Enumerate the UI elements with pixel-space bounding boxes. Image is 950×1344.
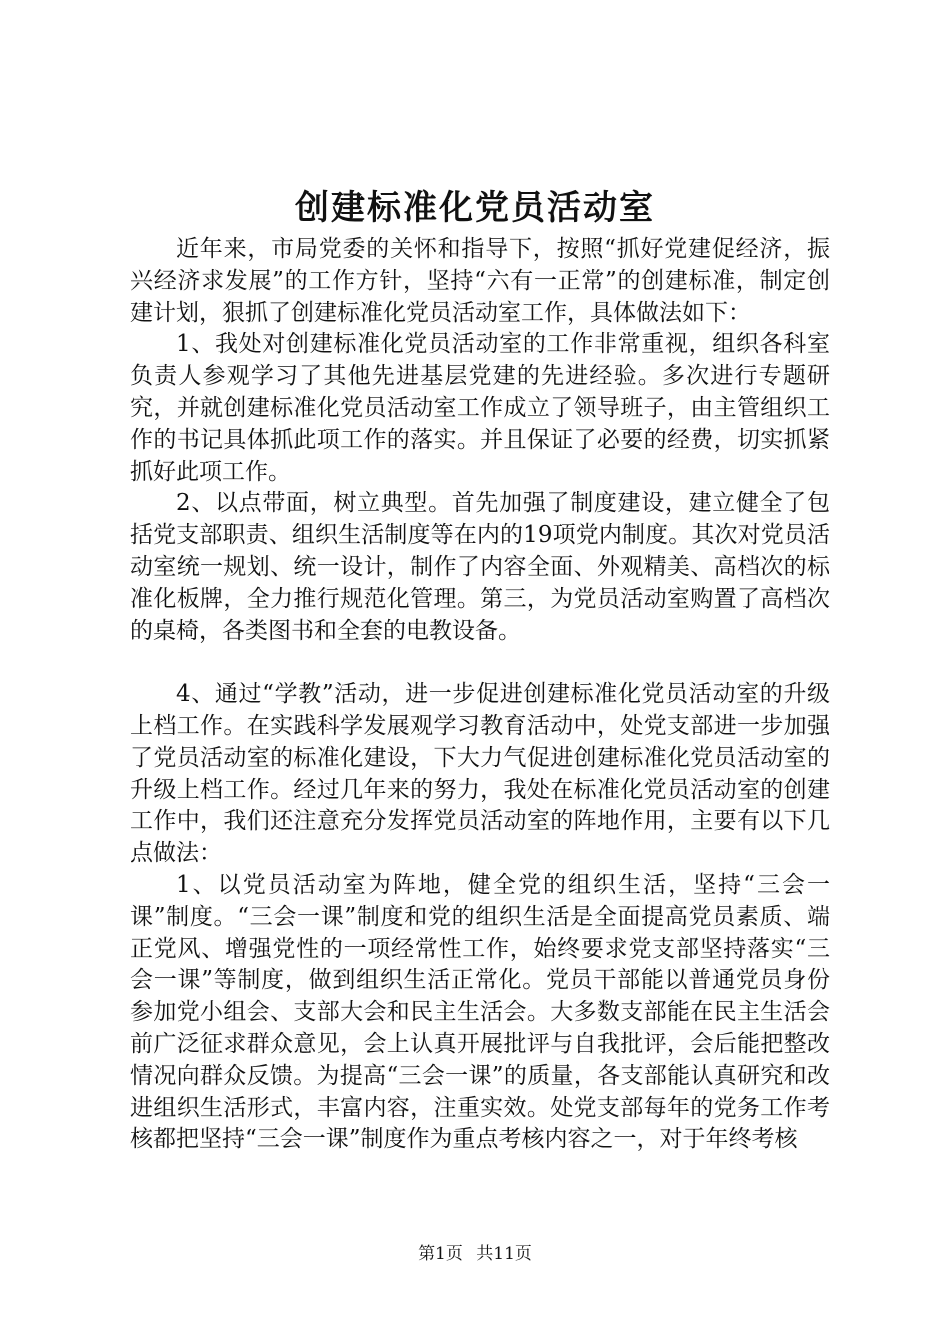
paragraph-sub-item-1: 1、以党员活动室为阵地，健全党的组织生活，坚持“三会一课”制度。“三会一课”制度和党的组织生活是全面提高党员素质、端正党风、增强党性的一项经常性工作，始终要求党支部坚持落实“三会一课”等制度，做到组织生活正常化。党员干部能以普通党员身份参加党小组会、支部大会和民主生活会。大多数支部能在民主生活会前广泛征求群众意见，会上认真开展批评与自我批评，会后能把整改情况向群众反馈。为提高“三会一课”的质量，各支部能认真研究和改进组织生活形式，丰富内容，注重实效。处党支部每年的党务工作考核都把坚持“三会一课”制度作为重点考核内容之一，对于年终考核	[130, 871, 830, 1153]
paragraph-item-4: 4、通过“学教”活动，进一步促进创建标准化党员活动室的升级上档工作。在实践科学发展观学习教育活动中，处党支部进一步加强了党员活动室的标准化建设，下大力气促进创建标准化党员活动室的升级上档工作。经过几年来的努力，我处在标准化党员活动室的创建工作中，我们还注意充分发挥党员活动室的阵地作用，主要有以下几点做法：	[130, 681, 830, 867]
page-total: 共11页	[476, 1244, 532, 1264]
paragraph-item-1: 1、我处对创建标准化党员活动室的工作非常重视，组织各科室负责人参观学习了其他先进基层党建的先进经验。多次进行专题研究，并就创建标准化党员活动室工作成立了领导班子，由主管组织工作的书记具体抓此项工作的落实。并且保证了必要的经费，切实抓紧抓好此项工作。	[130, 331, 830, 485]
paragraph-intro: 近年来，市局党委的关怀和指导下，按照“抓好党建促经济，振兴经济求发展”的工作方针，坚持“六有一正常”的创建标准，制定创建计划，狠抓了创建标准化党员活动室工作，具体做法如下：	[130, 236, 830, 326]
page-footer	[0, 1243, 950, 1265]
paragraph-item-2: 2、以点带面，树立典型。首先加强了制度建设，建立健全了包括党支部职责、组织生活制度等在内的19项党内制度。其次对党员活动室统一规划、统一设计，制作了内容全面、外观精美、高档次的标准化板牌，全力推行规范化管理。第三，为党员活动室购置了高档次的桌椅，各类图书和全套的电教设备。	[130, 490, 830, 644]
document-body	[130, 234, 830, 1156]
page-number: 第1页	[418, 1244, 463, 1264]
document-title: 创建标准化党员活动室	[295, 188, 655, 228]
